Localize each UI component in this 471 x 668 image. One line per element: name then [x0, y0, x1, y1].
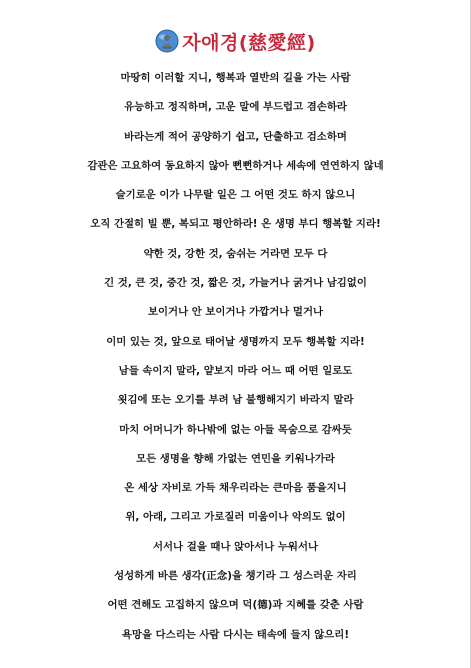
verse-line: 마땅히 이러할 지니, 행복과 열반의 길을 가는 사람 — [120, 72, 351, 84]
verse-line: 슬기로운 이가 나무랄 일은 그 어떤 것도 하지 않으니 — [115, 189, 356, 202]
verse-line: 성성하게 바른 생각(正念)을 챙기라 그 성스러운 자리 — [114, 570, 357, 583]
verse-line: 욕망을 다스리는 사람 다시는 태속에 들지 않으리! — [121, 628, 350, 641]
buddha-globe-icon — [155, 29, 179, 53]
verse-line: 바라는게 적어 공양하기 쉽고, 단출하고 검소하며 — [124, 130, 347, 143]
verse-line: 욋김에 또는 오기를 부려 남 불행해지기 바라지 말라 — [117, 394, 354, 407]
verse-line: 마치 어머니가 하나밖에 없는 아들 목숨으로 감싸듯 — [119, 423, 352, 436]
verse-line: 남들 속이지 말라, 얕보지 마라 어느 때 어떤 일로도 — [118, 364, 353, 377]
page-title: 자애경(慈愛經) — [182, 31, 316, 54]
verse-line: 모든 생명을 향해 가없는 연민을 키워나가라 — [136, 452, 335, 465]
verse-line: 이미 있는 것, 앞으로 태어날 생명까지 모두 행복할 지라! — [106, 335, 365, 348]
verse-line: 긴 것, 큰 것, 중간 것, 짧은 것, 가늘거나 굵거나 남김없이 — [104, 277, 367, 290]
verse-line: 온 세상 자비로 가득 채우리라는 큰마음 품을지니 — [124, 482, 347, 495]
title-row — [0, 25, 471, 57]
verse-line: 서서나 걸을 때나 앉아서나 누워서나 — [152, 540, 319, 553]
verse-line: 어떤 견해도 고집하지 않으며 덕(德)과 지혜를 갖춘 사람 — [107, 599, 364, 612]
verse-line: 약한 것, 강한 것, 숨쉬는 거라면 모두 다 — [143, 247, 328, 260]
verse-line: 감관은 고요하여 동요하지 않아 뻔뻔하거나 세속에 연연하지 않네 — [87, 159, 384, 172]
verse-line: 위, 아래, 그리고 가로질러 미움이나 악의도 없이 — [125, 511, 346, 524]
verse-list — [0, 64, 471, 650]
verse-line: 유능하고 정직하며, 고운 말에 부드럽고 겸손하라 — [124, 101, 347, 114]
verse-line: 보이거나 안 보이거나 가깝거나 멀거나 — [147, 306, 324, 319]
verse-line: 오직 간절히 빌 뿐, 복되고 평안하라! 온 생명 부디 행복할 지라! — [90, 218, 381, 231]
